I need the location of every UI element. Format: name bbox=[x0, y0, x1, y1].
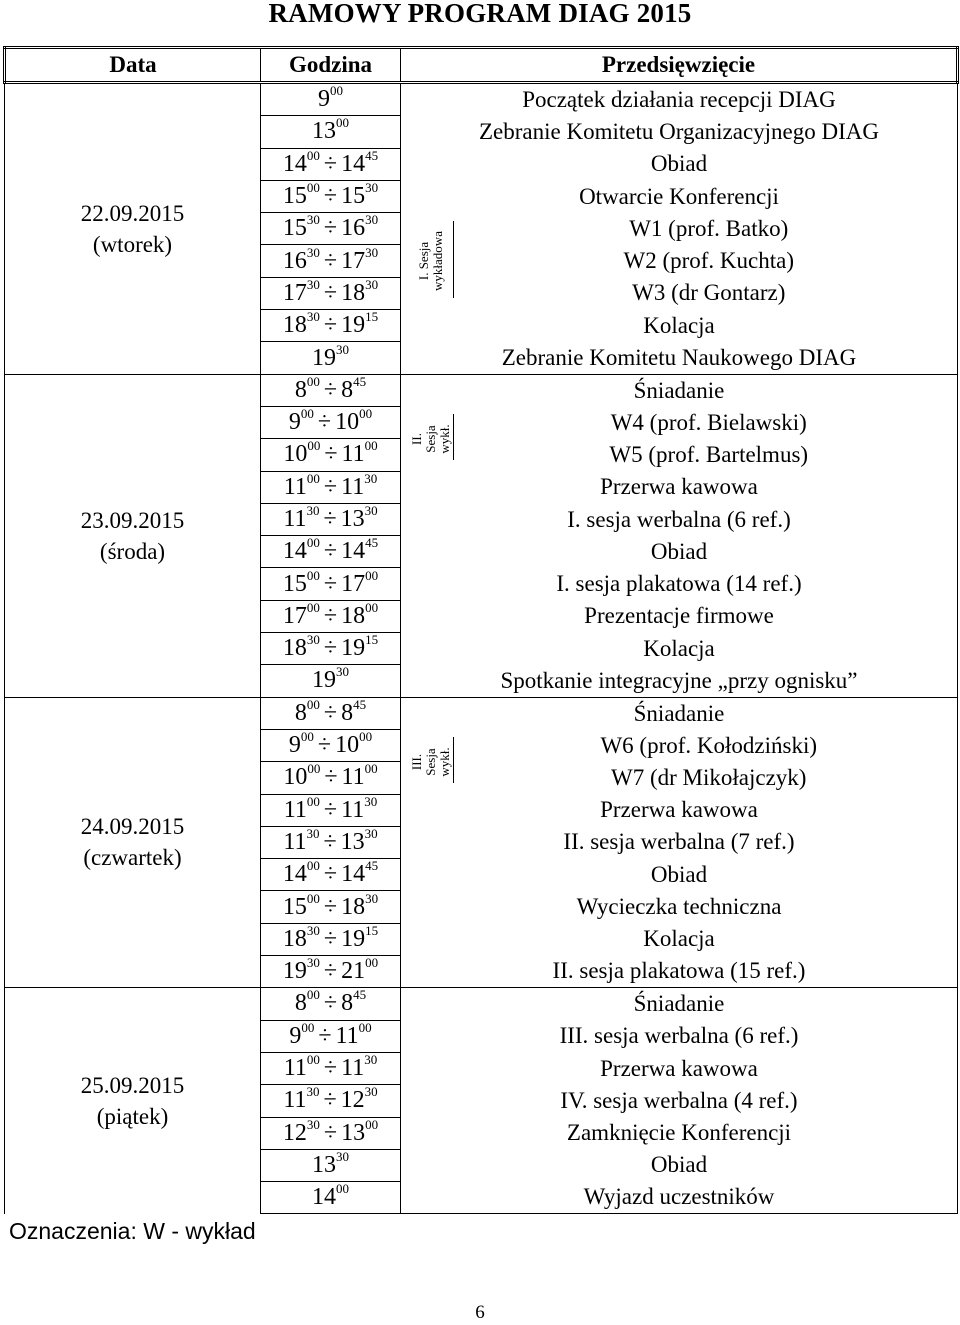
time-hour: 17 bbox=[341, 247, 366, 274]
session-label bbox=[401, 406, 461, 471]
time-hour: 14 bbox=[282, 861, 307, 888]
time-minute: 30 bbox=[336, 1148, 349, 1164]
session-label-line: wykładowa bbox=[430, 231, 445, 292]
time-hour: 8 bbox=[341, 376, 354, 403]
time-hour: 13 bbox=[341, 1119, 366, 1146]
event-cell: Prezentacje firmowe bbox=[401, 600, 958, 632]
time-minute: 00 bbox=[364, 761, 378, 777]
range-divider: ÷ bbox=[323, 279, 338, 306]
time-minute: 00 bbox=[307, 438, 321, 454]
time-minute: 00 bbox=[306, 987, 320, 1003]
range-divider: ÷ bbox=[323, 1087, 337, 1114]
time-hour: 9 bbox=[318, 86, 330, 113]
time-minute: 30 bbox=[364, 1084, 378, 1100]
session-label-cell bbox=[401, 729, 461, 794]
event-cell: Przerwa kawowa bbox=[401, 1052, 958, 1084]
time-minute: 00 bbox=[306, 567, 320, 583]
time-hour: 11 bbox=[341, 1055, 365, 1082]
time-minute: 00 bbox=[330, 83, 343, 99]
range-divider: ÷ bbox=[323, 958, 338, 985]
time-hour: 18 bbox=[341, 602, 366, 629]
event-cell: Obiad bbox=[401, 536, 958, 568]
time-hour: 11 bbox=[341, 441, 365, 468]
time-cell bbox=[261, 1020, 401, 1052]
event-cell: III. sesja werbalna (6 ref.) bbox=[401, 1020, 958, 1052]
time-hour: 8 bbox=[294, 699, 307, 726]
time-hour: 11 bbox=[283, 828, 307, 855]
time-hour: 8 bbox=[294, 376, 307, 403]
time-minute: 45 bbox=[353, 373, 367, 389]
session-label-text bbox=[410, 747, 452, 776]
page-title: RAMOWY PROGRAM DIAG 2015 bbox=[268, 0, 692, 28]
event-cell: Zamknięcie Konferencji bbox=[401, 1117, 958, 1149]
table-row bbox=[5, 374, 958, 406]
time-hour: 13 bbox=[312, 1151, 336, 1178]
time-minute: 00 bbox=[300, 406, 314, 422]
time-hour: 14 bbox=[282, 538, 307, 565]
time-minute: 15 bbox=[365, 309, 379, 325]
time-hour: 19 bbox=[341, 925, 366, 952]
day-cell bbox=[5, 988, 261, 1214]
event-cell: Śniadanie bbox=[401, 697, 958, 729]
time-minute: 00 bbox=[306, 147, 320, 163]
time-minute: 00 bbox=[306, 890, 320, 906]
time-minute: 00 bbox=[365, 955, 379, 971]
session-label-cell bbox=[401, 213, 461, 310]
session-bracket-line bbox=[453, 737, 454, 783]
time-minute: 30 bbox=[306, 1084, 320, 1100]
event-cell: Przerwa kawowa bbox=[401, 471, 958, 503]
range-divider: ÷ bbox=[323, 1055, 338, 1082]
event-cell: W2 (prof. Kuchta) bbox=[461, 245, 958, 277]
time-hour: 9 bbox=[288, 409, 301, 436]
header-date: Data bbox=[5, 48, 261, 83]
day-date: 23.09.2015 bbox=[80, 507, 185, 533]
time-cell bbox=[261, 180, 401, 212]
session-label-text bbox=[410, 424, 452, 453]
time-hour: 18 bbox=[282, 635, 307, 662]
event-cell: Kolacja bbox=[401, 633, 958, 665]
time-hour: 14 bbox=[282, 150, 307, 177]
time-hour: 18 bbox=[341, 893, 366, 920]
time-cell bbox=[261, 213, 401, 245]
time-hour: 11 bbox=[283, 506, 307, 532]
time-cell bbox=[261, 762, 401, 794]
range-divider: ÷ bbox=[323, 215, 338, 242]
time-minute: 30 bbox=[364, 825, 378, 841]
session-label-line: Sesja bbox=[423, 748, 438, 776]
time-minute: 45 bbox=[353, 987, 367, 1003]
range-divider: ÷ bbox=[323, 861, 338, 888]
range-divider: ÷ bbox=[323, 150, 338, 177]
time-hour: 14 bbox=[341, 150, 366, 177]
time-hour: 12 bbox=[282, 1119, 307, 1146]
time-cell bbox=[261, 956, 401, 988]
time-minute: 45 bbox=[365, 858, 379, 874]
time-hour: 19 bbox=[341, 635, 366, 662]
event-cell: W1 (prof. Batko) bbox=[461, 213, 958, 245]
time-cell bbox=[261, 148, 401, 180]
event-cell: Obiad bbox=[401, 1149, 958, 1181]
day-weekday: (środa) bbox=[99, 538, 166, 564]
event-cell: W6 (prof. Kołodziński) bbox=[461, 729, 958, 761]
time-hour: 8 bbox=[341, 990, 354, 1017]
time-hour: 14 bbox=[341, 538, 366, 565]
day-weekday: (piątek) bbox=[96, 1104, 169, 1130]
session-label bbox=[401, 213, 461, 310]
time-cell bbox=[261, 859, 401, 891]
time-cell bbox=[261, 826, 401, 858]
time-hour: 8 bbox=[294, 990, 307, 1017]
time-minute: 00 bbox=[364, 438, 378, 454]
time-minute: 30 bbox=[306, 309, 320, 325]
day-cell bbox=[5, 83, 261, 375]
event-cell: II. sesja werbalna (7 ref.) bbox=[401, 826, 958, 858]
session-label-line: wykł. bbox=[437, 424, 452, 454]
time-cell bbox=[261, 342, 401, 374]
time-hour: 18 bbox=[282, 312, 307, 339]
event-cell: Zebranie Komitetu Naukowego DIAG bbox=[401, 342, 958, 374]
program-table bbox=[3, 46, 959, 1214]
time-hour: 11 bbox=[283, 1055, 307, 1082]
event-cell: Wycieczka techniczna bbox=[401, 891, 958, 923]
session-label-line: I. Sesja bbox=[416, 241, 431, 281]
time-minute: 30 bbox=[306, 1116, 320, 1132]
session-label-line: II. bbox=[409, 432, 424, 445]
time-minute: 30 bbox=[336, 341, 349, 357]
time-minute: 00 bbox=[336, 1181, 349, 1197]
time-minute: 00 bbox=[306, 599, 320, 615]
legend: Oznaczenia: W - wykład bbox=[9, 1218, 256, 1244]
event-cell: Wyjazd uczestników bbox=[401, 1182, 958, 1214]
table-row bbox=[5, 83, 958, 116]
time-minute: 00 bbox=[306, 1052, 320, 1068]
event-cell: W5 (prof. Bartelmus) bbox=[461, 439, 958, 471]
time-minute: 00 bbox=[301, 1019, 315, 1035]
time-minute: 00 bbox=[365, 567, 379, 583]
time-hour: 16 bbox=[341, 215, 366, 242]
table-row bbox=[5, 988, 958, 1020]
time-cell bbox=[261, 536, 401, 568]
time-minute: 00 bbox=[365, 1116, 379, 1132]
range-divider: ÷ bbox=[323, 376, 338, 403]
event-cell: II. sesja plakatowa (15 ref.) bbox=[401, 956, 958, 988]
range-divider: ÷ bbox=[323, 796, 338, 823]
time-minute: 00 bbox=[306, 470, 320, 486]
day-cell bbox=[5, 697, 261, 988]
time-cell bbox=[261, 503, 401, 535]
time-cell bbox=[261, 471, 401, 503]
time-hour: 11 bbox=[283, 473, 307, 500]
time-cell bbox=[261, 439, 401, 471]
time-minute: 00 bbox=[365, 599, 379, 615]
range-divider: ÷ bbox=[324, 441, 338, 468]
time-cell bbox=[261, 600, 401, 632]
event-cell: Spotkanie integracyjne „przy ognisku” bbox=[401, 665, 958, 697]
time-hour: 19 bbox=[341, 312, 366, 339]
event-cell: W4 (prof. Bielawski) bbox=[461, 406, 958, 438]
range-divider: ÷ bbox=[323, 990, 338, 1017]
range-divider: ÷ bbox=[323, 506, 337, 532]
time-hour: 17 bbox=[341, 570, 366, 597]
time-hour: 13 bbox=[340, 506, 365, 532]
time-hour: 13 bbox=[312, 118, 336, 145]
time-hour: 15 bbox=[341, 183, 366, 210]
time-minute: 30 bbox=[365, 244, 379, 260]
time-hour: 15 bbox=[282, 570, 307, 597]
time-hour: 10 bbox=[283, 764, 308, 791]
session-label-text bbox=[417, 231, 445, 291]
time-hour: 11 bbox=[341, 796, 365, 823]
table-row bbox=[5, 697, 958, 729]
session-label bbox=[401, 729, 461, 794]
time-cell bbox=[261, 697, 401, 729]
day-weekday: (czwartek) bbox=[83, 845, 182, 871]
time-cell bbox=[261, 310, 401, 342]
time-cell bbox=[261, 1052, 401, 1084]
time-hour: 8 bbox=[341, 699, 354, 726]
page-number: 6 bbox=[475, 1302, 485, 1323]
time-cell bbox=[261, 277, 401, 309]
time-hour: 16 bbox=[282, 247, 307, 274]
day-weekday: (wtorek) bbox=[92, 231, 173, 257]
time-hour: 19 bbox=[282, 958, 307, 985]
time-minute: 30 bbox=[365, 212, 379, 228]
time-hour: 11 bbox=[341, 473, 365, 500]
event-cell: I. sesja werbalna (6 ref.) bbox=[401, 503, 958, 535]
day-date: 22.09.2015 bbox=[80, 200, 185, 226]
time-cell bbox=[261, 245, 401, 277]
time-cell bbox=[261, 891, 401, 923]
header-time: Godzina bbox=[261, 48, 401, 83]
session-label-line: wykł. bbox=[437, 747, 452, 777]
range-divider: ÷ bbox=[323, 699, 338, 726]
range-divider: ÷ bbox=[323, 893, 338, 920]
time-cell bbox=[261, 729, 401, 761]
time-minute: 30 bbox=[365, 180, 379, 196]
time-minute: 00 bbox=[306, 535, 320, 551]
time-cell bbox=[261, 794, 401, 826]
range-divider: ÷ bbox=[323, 570, 338, 597]
time-minute: 15 bbox=[365, 922, 379, 938]
session-label-cell bbox=[401, 406, 461, 471]
event-cell: Śniadanie bbox=[401, 988, 958, 1020]
time-minute: 45 bbox=[365, 147, 379, 163]
time-hour: 18 bbox=[282, 925, 307, 952]
time-hour: 15 bbox=[282, 893, 307, 920]
time-minute: 00 bbox=[306, 696, 320, 712]
range-divider: ÷ bbox=[323, 183, 338, 210]
event-cell: W3 (dr Gontarz) bbox=[461, 277, 958, 309]
time-hour: 15 bbox=[282, 183, 307, 210]
time-minute: 00 bbox=[306, 858, 320, 874]
event-cell: Otwarcie Konferencji bbox=[401, 180, 958, 212]
time-minute: 00 bbox=[359, 406, 373, 422]
time-hour: 21 bbox=[341, 958, 366, 985]
session-bracket-line bbox=[453, 221, 454, 298]
time-cell bbox=[261, 633, 401, 665]
event-cell: Kolacja bbox=[401, 923, 958, 955]
event-cell: Śniadanie bbox=[401, 374, 958, 406]
range-divider: ÷ bbox=[323, 473, 338, 500]
time-minute: 15 bbox=[365, 632, 379, 648]
time-hour: 9 bbox=[289, 1022, 302, 1049]
time-hour: 18 bbox=[341, 279, 366, 306]
time-minute: 00 bbox=[359, 729, 373, 745]
time-cell bbox=[261, 988, 401, 1020]
time-minute: 30 bbox=[364, 1052, 378, 1068]
time-hour: 10 bbox=[335, 732, 360, 759]
day-date: 24.09.2015 bbox=[80, 814, 185, 840]
time-cell bbox=[261, 1149, 401, 1181]
time-minute: 30 bbox=[364, 470, 378, 486]
session-bracket-line bbox=[453, 414, 454, 460]
time-minute: 00 bbox=[306, 373, 320, 389]
time-cell bbox=[261, 1182, 401, 1214]
header-event: Przedsięwzięcie bbox=[401, 48, 958, 83]
time-hour: 17 bbox=[282, 602, 307, 629]
time-minute: 30 bbox=[306, 503, 320, 518]
time-cell bbox=[261, 83, 401, 116]
range-divider: ÷ bbox=[323, 602, 338, 629]
event-cell: Zebranie Komitetu Organizacyjnego DIAG bbox=[401, 116, 958, 148]
time-minute: 30 bbox=[306, 922, 320, 938]
time-hour: 11 bbox=[335, 1022, 359, 1049]
time-hour: 10 bbox=[283, 441, 308, 468]
time-minute: 00 bbox=[358, 1019, 372, 1035]
time-minute: 30 bbox=[306, 212, 320, 228]
day-cell bbox=[5, 374, 261, 697]
time-minute: 30 bbox=[365, 890, 379, 906]
time-minute: 00 bbox=[307, 761, 321, 777]
time-minute: 30 bbox=[306, 632, 320, 648]
time-minute: 30 bbox=[364, 793, 378, 809]
time-hour: 10 bbox=[335, 409, 360, 436]
time-minute: 30 bbox=[364, 503, 378, 518]
time-cell bbox=[261, 923, 401, 955]
time-minute: 00 bbox=[300, 729, 314, 745]
time-minute: 30 bbox=[306, 825, 320, 841]
event-cell: I. sesja plakatowa (14 ref.) bbox=[401, 568, 958, 600]
time-hour: 11 bbox=[283, 796, 307, 823]
range-divider: ÷ bbox=[323, 635, 338, 662]
time-minute: 30 bbox=[306, 955, 320, 971]
table-body bbox=[5, 83, 958, 1214]
event-cell: W7 (dr Mikołajczyk) bbox=[461, 762, 958, 794]
time-cell bbox=[261, 374, 401, 406]
event-cell: IV. sesja werbalna (4 ref.) bbox=[401, 1085, 958, 1117]
range-divider: ÷ bbox=[317, 409, 332, 436]
time-minute: 30 bbox=[365, 276, 379, 292]
time-cell bbox=[261, 568, 401, 600]
time-minute: 00 bbox=[306, 180, 320, 196]
day-date: 25.09.2015 bbox=[80, 1073, 185, 1099]
event-cell: Kolacja bbox=[401, 310, 958, 342]
time-hour: 17 bbox=[282, 279, 307, 306]
range-divider: ÷ bbox=[318, 1022, 332, 1049]
session-label-line: III. bbox=[409, 753, 424, 770]
time-hour: 12 bbox=[340, 1087, 365, 1114]
time-hour: 13 bbox=[340, 828, 365, 855]
range-divider: ÷ bbox=[323, 247, 338, 274]
time-hour: 14 bbox=[341, 861, 366, 888]
time-hour: 15 bbox=[282, 215, 307, 242]
event-cell: Przerwa kawowa bbox=[401, 794, 958, 826]
time-minute: 00 bbox=[336, 115, 349, 131]
range-divider: ÷ bbox=[323, 538, 338, 565]
range-divider: ÷ bbox=[324, 764, 338, 791]
time-cell bbox=[261, 1085, 401, 1117]
time-minute: 00 bbox=[306, 793, 320, 809]
time-cell bbox=[261, 116, 401, 148]
event-cell: Obiad bbox=[401, 859, 958, 891]
time-hour: 14 bbox=[312, 1184, 336, 1211]
range-divider: ÷ bbox=[323, 828, 337, 855]
time-minute: 45 bbox=[365, 535, 379, 551]
time-hour: 19 bbox=[312, 667, 336, 694]
session-label-line: Sesja bbox=[423, 425, 438, 453]
time-cell bbox=[261, 1117, 401, 1149]
time-hour: 11 bbox=[283, 1087, 307, 1114]
time-hour: 19 bbox=[312, 344, 336, 371]
range-divider: ÷ bbox=[323, 312, 338, 339]
time-minute: 30 bbox=[306, 244, 320, 260]
time-hour: 9 bbox=[288, 732, 301, 759]
event-cell: Początek działania recepcji DIAG bbox=[401, 83, 958, 116]
range-divider: ÷ bbox=[317, 732, 332, 759]
table-header-row bbox=[5, 48, 958, 83]
time-minute: 45 bbox=[353, 696, 367, 712]
time-cell bbox=[261, 665, 401, 697]
time-hour: 11 bbox=[341, 764, 365, 791]
event-cell: Obiad bbox=[401, 148, 958, 180]
time-minute: 30 bbox=[336, 664, 349, 680]
time-minute: 30 bbox=[306, 276, 320, 292]
range-divider: ÷ bbox=[323, 1119, 338, 1146]
range-divider: ÷ bbox=[323, 925, 338, 952]
time-cell bbox=[261, 406, 401, 438]
